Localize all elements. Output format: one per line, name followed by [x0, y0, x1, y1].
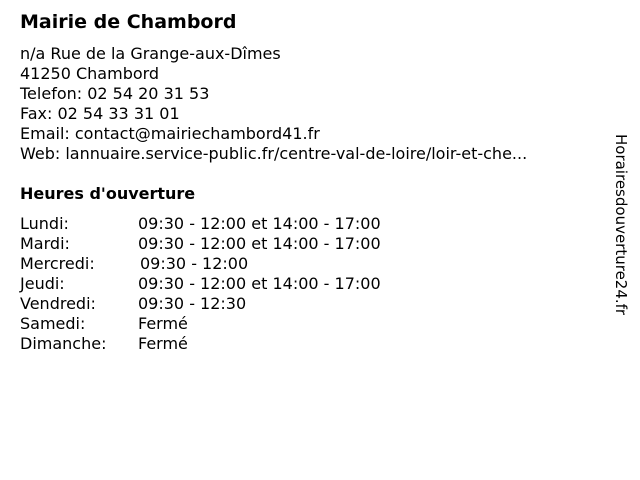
day-hours: 09:30 - 12:30: [138, 294, 247, 313]
email-address: Email: contact@mairiechambord41.fr: [20, 124, 320, 143]
day-label: Mardi:: [20, 234, 70, 253]
street-address: n/a Rue de la Grange-aux-Dîmes: [20, 44, 281, 63]
day-label: Lundi:: [20, 214, 69, 233]
day-hours: 09:30 - 12:00 et 14:00 - 17:00: [138, 214, 381, 233]
day-label: Mercredi:: [20, 254, 95, 273]
fax-number: Fax: 02 54 33 31 01: [20, 104, 180, 123]
contact-block: [20, 44, 527, 164]
day-hours: 09:30 - 12:00: [140, 254, 249, 273]
day-hours: Fermé: [138, 334, 188, 353]
day-label: Samedi:: [20, 314, 86, 333]
day-label: Vendredi:: [20, 294, 96, 313]
day-label: Jeudi:: [20, 274, 65, 293]
day-hours: 09:30 - 12:00 et 14:00 - 17:00: [138, 274, 381, 293]
website-url: Web: lannuaire.service-public.fr/centre-val-de-loire/loir-et-che...: [20, 144, 528, 163]
phone-number: Telefon: 02 54 20 31 53: [20, 84, 210, 103]
day-hours: 09:30 - 12:00 et 14:00 - 17:00: [138, 234, 381, 253]
hours-heading: Heures d'ouverture: [20, 184, 196, 203]
day-label: Dimanche:: [20, 334, 107, 353]
city-postcode: 41250 Chambord: [20, 64, 160, 83]
day-hours: Fermé: [138, 314, 188, 333]
page-title: Mairie de Chambord: [20, 11, 237, 33]
brand-watermark: Horairesdouverture24.fr: [612, 134, 630, 316]
